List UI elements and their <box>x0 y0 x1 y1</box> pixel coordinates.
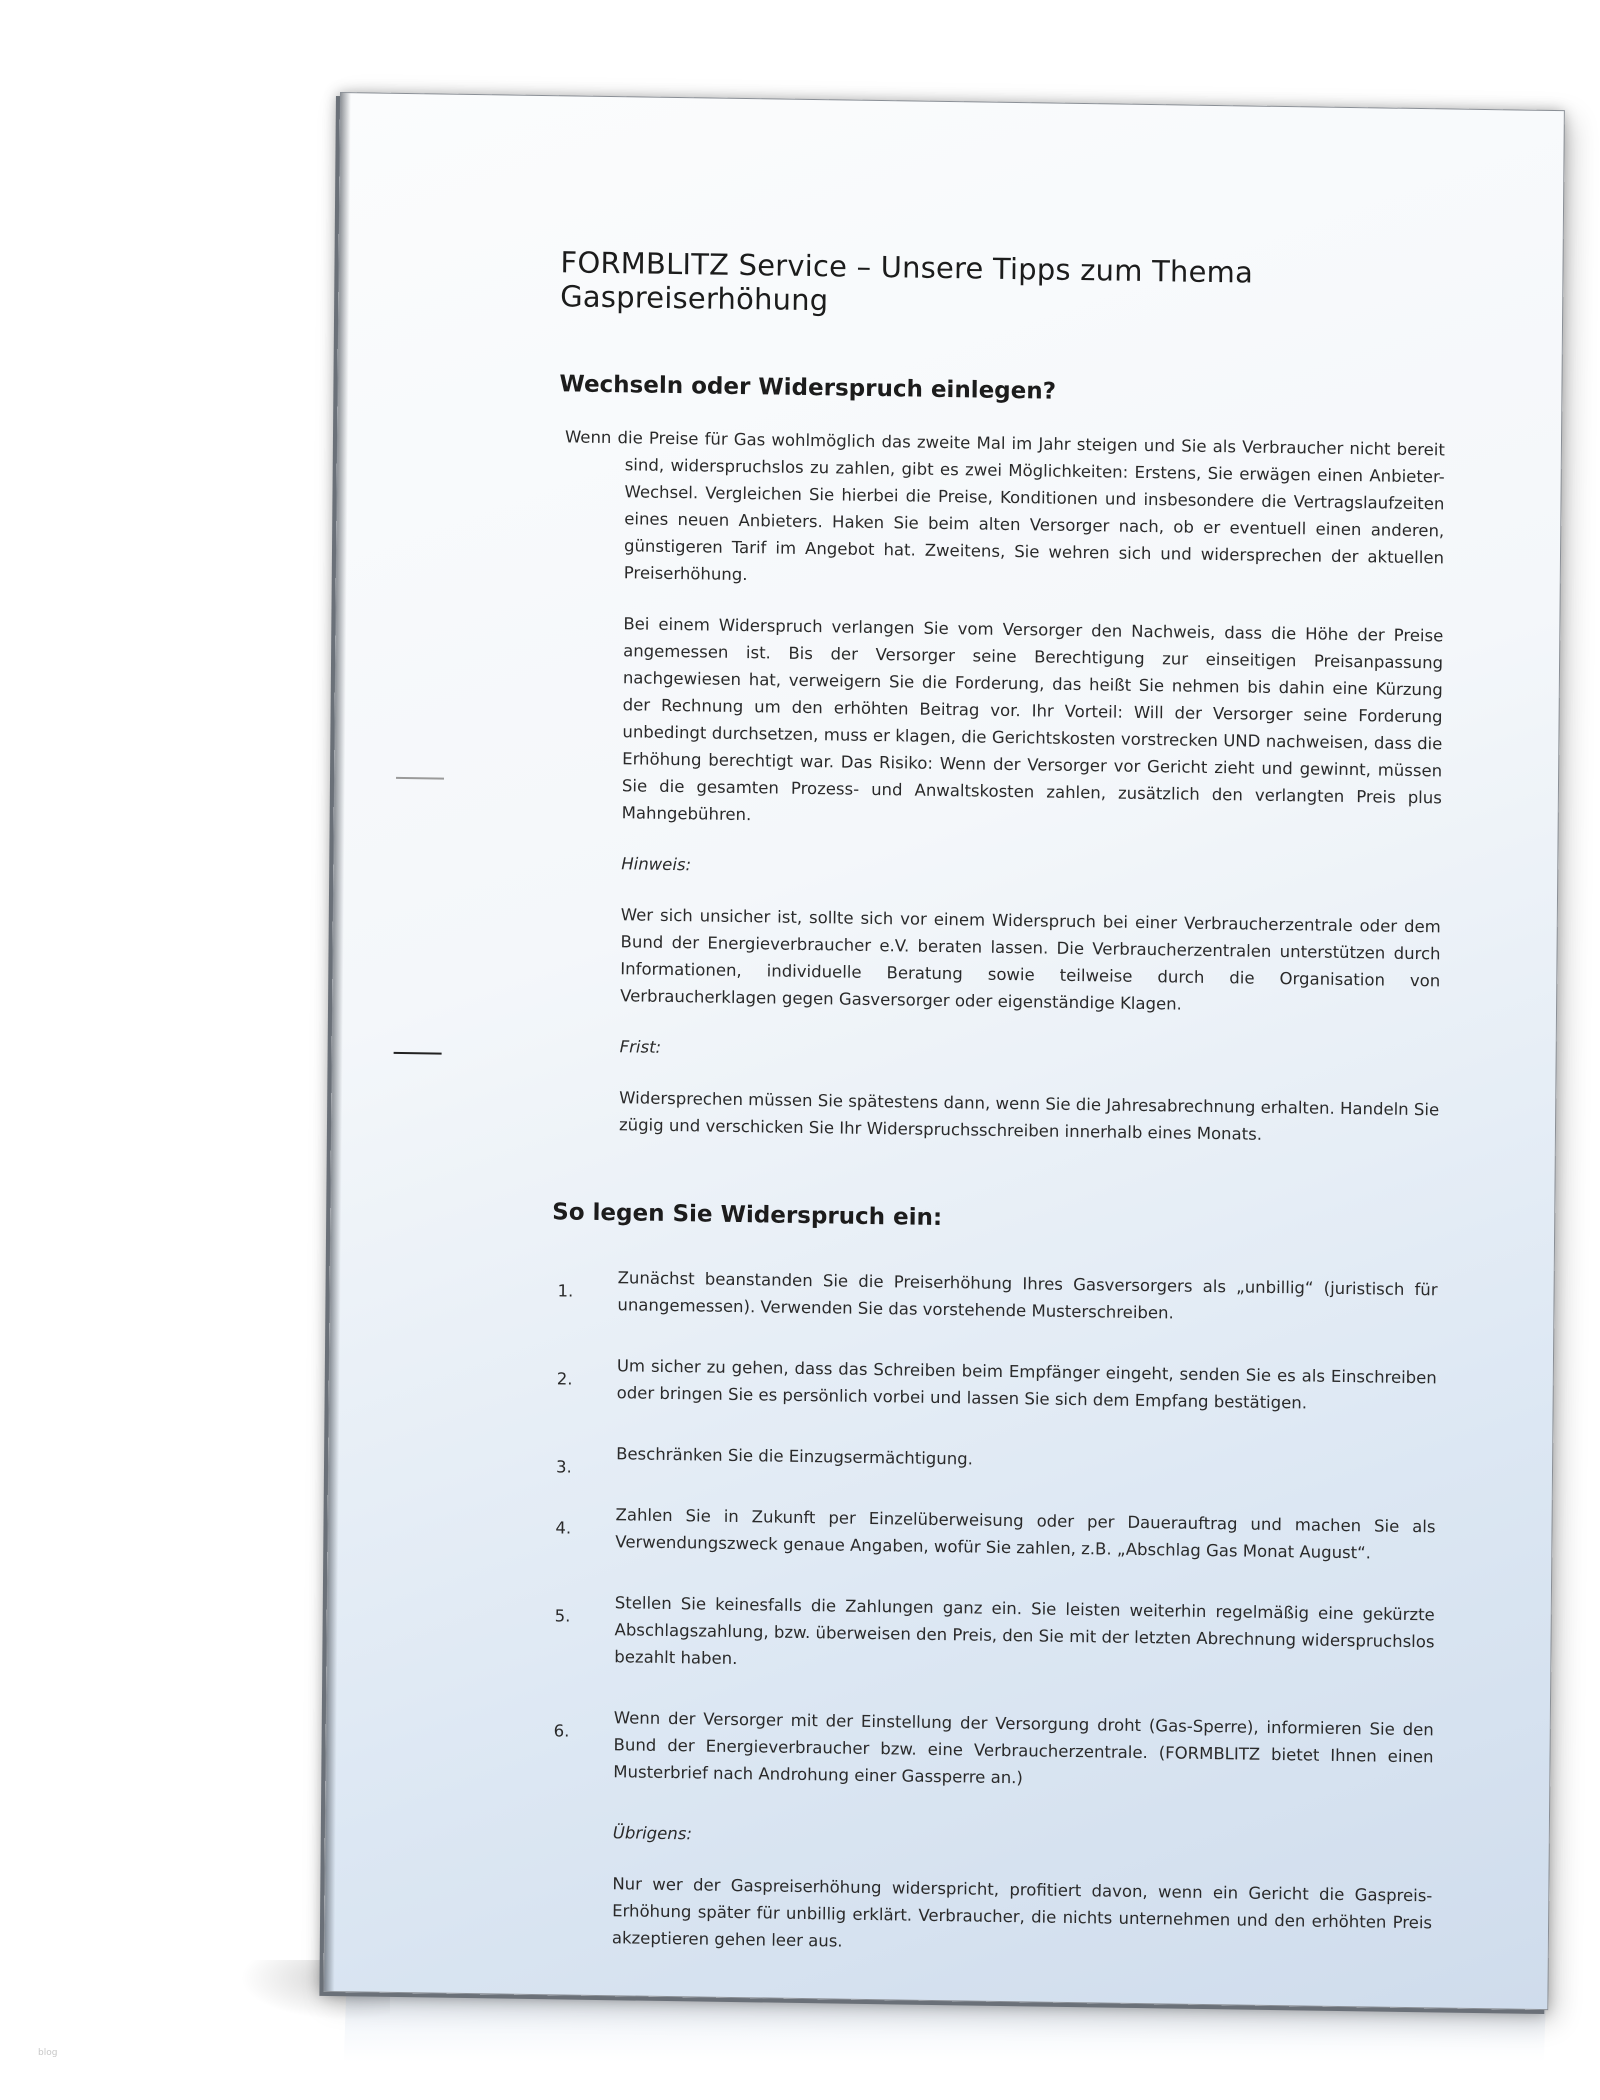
frist-label: Frist: <box>619 1037 662 1057</box>
list-item-number: 3. <box>555 1457 572 1477</box>
uebrigens-label: Übrigens: <box>612 1823 693 1844</box>
list-item-text: Zahlen Sie in Zukunft per Einzelüberweisung oder per Dauerauftrag und machen Sie als Verwendungszweck genaue Angaben, wofür Sie zahlen, z.B. „Abschlag Gas Monat August“. <box>615 1505 1436 1563</box>
list-item-number: 2. <box>556 1369 573 1389</box>
list-item-number: 4. <box>555 1518 572 1538</box>
list-item <box>557 1351 1437 1418</box>
list-item <box>555 1500 1435 1567</box>
list-item-text: Zunächst beanstanden Sie die Preiserhöhung Ihres Gasversorgers als „unbillig“ (juristisch für unangemessen). Verwenden Sie das vorstehende Musterschreiben. <box>617 1268 1438 1323</box>
list-item <box>553 1703 1434 1797</box>
document-content <box>552 245 1447 1987</box>
section-heading-wechseln: Wechseln oder Widerspruch einlegen? <box>559 371 1057 405</box>
document-sheet-wrapper <box>323 92 1564 2010</box>
paragraph-widerspruch: Bei einem Widerspruch verlangen Sie vom Versorger den Nachweis, dass die Höhe der Preise angemessen ist. Bis der Versorger seine Berechtigung zur einseitigen Preisanpassung nachgewiesen hat, verweigern Sie die Forderung, das heißt Sie nehmen bis dahin eine Kürzung der Rechnung um den erhöhten Beitrag vor. Ihr Vorteil: Will der Versorger seine Forderung unbedingt durchsetzen, muss er klagen, die Gerichtskosten vorstrecken UND nachweisen, dass die Erhöhung berechtigt war. Das Risiko: Wenn der Versorger vor Gericht zieht und gewinnt, müssen Sie die gesamten Prozess- und Anwaltskosten zahlen, zusätzlich den verlangten Preis plus Mahngebühren. <box>621 614 1444 825</box>
frist-text: Widersprechen müssen Sie spätestens dann, wenn Sie die Jahresabrechnung erhalten. Handeln Sie zügig und verschicken Sie Ihr Widerspruchsschreiben innerhalb eines Monats. <box>618 1088 1440 1144</box>
steps-list <box>553 1263 1437 1797</box>
paragraph-intro: Wenn die Preise für Gas wohlmöglich das zweite Mal im Jahr steigen und Sie als Verbraucher nicht bereit sind, widerspruchslos zu zahlen, gibt es zwei Möglichkeiten: Erstens, Sie erwägen einen Anbieter-Wechsel. Vergleichen Sie hierbei die Preise, Konditionen und insbesondere die Vertragslaufzeiten eines neuen Anbieters. Haken Sie beim alten Versorger nach, ob er eventuell einen anderen, günstigeren Tarif im Angebot hat. Zweitens, Sie wehren sich und widersprechen der aktuellen Preiserhöhung. <box>564 427 1446 585</box>
hinweis-label: Hinweis: <box>621 854 692 875</box>
list-item-number: 6. <box>553 1721 570 1741</box>
list-item-number: 1. <box>557 1281 574 1301</box>
list-item-text: Wenn der Versorger mit der Einstellung der Versorgung droht (Gas-Sperre), informieren Sie den Bund der Energieverbraucher bzw. eine Verbraucherzentrale. (FORMBLITZ bietet Ihnen einen Musterbrief nach Androhung einer Gassperre an.) <box>613 1708 1434 1788</box>
section-heading-widerspruch: So legen Sie Widerspruch ein: <box>552 1199 943 1232</box>
list-item-text: Um sicher zu gehen, dass das Schreiben beim Empfänger eingeht, senden Sie es als Einschreiben oder bringen Sie es persönlich vorbei und lassen Sie sich dem Empfang bestätigen. <box>616 1356 1437 1413</box>
list-item-text: Stellen Sie keinesfalls die Zahlungen ganz ein. Sie leisten weiterhin regelmäßig eine gekürzte Abschlagszahlung, bzw. überweisen den Preis, den Sie mit der letzten Abrechnung widerspruchslos bezahlt haben. <box>614 1593 1435 1669</box>
list-item <box>554 1588 1435 1682</box>
list-item <box>557 1263 1437 1330</box>
list-item-text: Beschränken Sie die Einzugsermächtigung. <box>616 1444 974 1469</box>
corner-watermark: blog <box>38 2048 58 2058</box>
uebrigens-text: Nur wer der Gaspreiserhöhung widerspricht, profitiert davon, wenn ein Gericht die Gaspreis-Erhöhung später für unbillig erklärt. Verbraucher, die nichts unternehmen und den erhöhten Preis akzeptieren gehen leer aus. <box>611 1874 1433 1951</box>
hinweis-text: Wer sich unsicher ist, sollte sich vor einem Widerspruch bei einer Verbraucherzentrale oder dem Bund der Energieverbraucher e.V. beraten lassen. Die Verbraucherzentralen unterstützen durch Informationen, individuelle Beratung sowie teilweise durch die Organisation von Verbraucherklagen gegen Gasversorger oder eigenständige Klagen. <box>620 905 1441 1014</box>
list-item-number: 5. <box>554 1606 571 1626</box>
list-item <box>556 1439 1436 1479</box>
document-title: FORMBLITZ Service – Unsere Tipps zum Thema Gaspreiserhöhung <box>560 245 1254 318</box>
